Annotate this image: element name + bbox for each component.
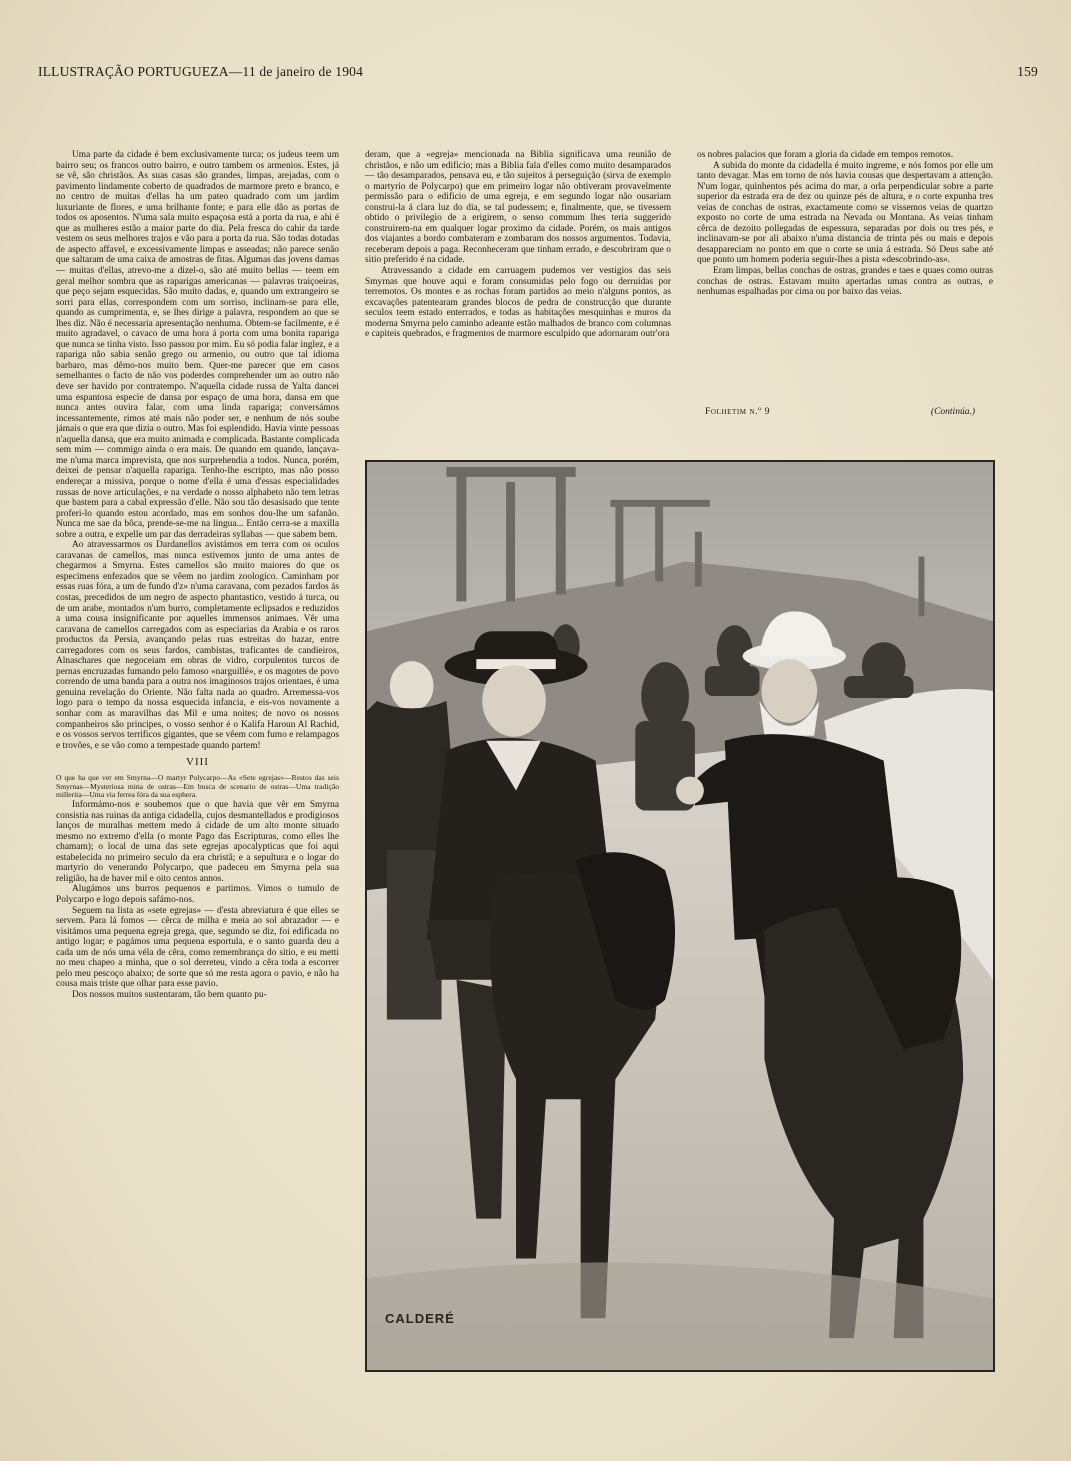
text-column-2	[365, 150, 671, 460]
paragraph: Ao atravessarmos os Dardanellos avistámos em terra com os oculos caravanas de camellos, mas nunca estivemos junto de uma antes de chegarmos a Smyrna. Estes camellos são muito maiores do que os especimens enfezados que se vêem no jardim zoologico. Caminham por essas ruas fóra, a um de fundo d'z» n'uma caravana, com pezados fardos ás costas, precedidos de um negro de aspecto phantastico, vestido á turca, ou de um arabe, montados n'um burro, completamente eclipsados e reduzidos a uma cousa insignificante por aquelles immensos animaes. Vêr uma caravana de camellos carregados com as especiarias da Arabia e os raros productos da Persia, avançando pelas ruas estreitas do bazar, entre carregadores com os seus fardos, cambistas, traficantes de candieiros, Alnaschares que negoceiam em obras de vidro, corpulentos turcos de pernas encruzadas fumando pelo famoso «narguillé», e os magotes de povo correndo de uma banda para a outra nos imaginosos trajos orientaes, é uma genuina revelação do Oriente. Não falta nada ao quadro. Arremessa-vos logo para o tempo da nossa esquecida infancia, e eis-vos novamente a sonhar com as maravilhas das Mil e uma noites; de novo os nossos companheiros são principes, o vosso senhor é o Kalifa Haroun Al Rachid, e os vossos servos terrificos gigantes, que se vêem com fumo e relampagos e trovões, e se vão como a tempestade quando partem!	[56, 540, 339, 751]
artist-signature: CALDERÉ	[385, 1311, 455, 1326]
publication-title: ILLUSTRAÇÃO PORTUGUEZA—11 de janeiro de 1904	[38, 64, 364, 79]
paragraph: Eram limpas, bellas conchas de ostras, grandes e taes e quaes como outras conchas de ostras. Estavam muito apertadas umas contra as outras, e nenhumas espalhadas por cima ou por baixo das veias.	[697, 266, 993, 298]
illustration-riders-on-donkeys	[365, 460, 995, 1372]
paragraph: Uma parte da cidade é bem exclusivamente turca; os judeus teem um bairro seu; os francos outro bairro, e outro tambem os armenios. Estes, já se vê, são christãos. As suas casas são grandes, limpas, arejadas, com o pavimento lindamente coberto de quadrados de marmore preto e branco, e no centro de muitas d'ellas ha um pateo quadrado com um jardim luxuriante de flores, e uma brilhante fonte; e para elle dão as portas de todos os aposentos. N'uma sala muito espaçosa está a porta da rua, e ahi é que as mulheres estão a maior parte do dia. Pela fresca do cahir da tarde vestem os seus melhores trajos e vão para a porta da rua. São todas dotadas de aspecto affavel, e excessivamente limpas e asseadas; não parece senão que saltaram de uma caixa de amostras de fitas. Algumas das jovens damas — muitas d'ellas, atrevo-me a dizel-o, são até muito bellas — teem em geral melhor sombra que as raparigas americanas — palavras traiçoeiras, que peço sejam esquecidas. São muito dadas, e, quando um extrangeiro se sorri para ellas, correspondem com um sorriso, inclinam-se para elle, quando as cumprimenta, e, se lhes dirige a palavra, respondem ao que se lhes diz. Não é necessaria apresentação nenhuma. Obtem-se facilmente, e é muito agradavel, o cavaco de uma hora á porta com uma bonita rapariga que nunca se tinha visto. Isso passou por mim. Eu só podia falar inglez, e a rapariga não sabia senão grego ou armenio, ou outro que tal idioma barbaro, mas dêmo-nos muito bem. Quer-me parecer que em casos semelhantes o facto de não vos poderdes comprehender um ao outro não deve ser havido por contratempo. N'aquella cidade russa de Yalta dancei uma espantosa especie de dansa por espaço de uma hora, dansa em que nunca antes ouvira falar, com uma linda rapariga; conversámos incessantemente, rimos até mais não poder ser, e nenhum de nós soube jámais o que era que dizia o outro. Mas foi esplendido. Havia vinte pessoas n'aquella dansa, que era muito animada e complicada. Bastante complicada sem mim — commigo ainda o era mais. De quando em quando, lançava-me n'uma marca imprevista, que nos surprehendia a todos. Nunca, porém, deixei de pensar n'aquella rapariga. Tenho-lhe escripto, mas não posso endereçar a missiva, porque o nome d'ella é uma d'essas especialidades russas de nove articulações, e na verdade o nosso alphabeto não tem letras que bastem para a cabal expressão d'elle. Não sou tão desasisado que tente proferi-lo quando estou acordado, mas em sonhos dou-lhe um safanão. Nunca me sae da bôca, prende-se-me na lingua... Então cerra-se a maxilla sobre a outra, e expelle um par das derradeiras syllabas — que sabem bem.	[56, 150, 339, 540]
text-column-3	[697, 150, 993, 400]
page-header	[38, 64, 1038, 84]
paragraph: deram, que a «egreja» mencionada na Biblia significava uma reunião de christãos, e não um edificio; mas a Biblia fala d'elles como muito desamparados — tão desamparados, pensava eu, e tão sujeitos á perseguição (sirva de exemplo o martyrio de Polycarpo) que em primeiro logar não obtiveram provavelmente permissão para o edificio de uma egreja, e em segundo logar não ousariam construi-la á clara luz do dia, se tal pudessem; e, finalmente, que, se tivessem obtido o privilegio de a erigirem, o senso commum lhes teria suggerido construirem-na em qualquer logar proximo da cidade. Porém, os mais antigos dos viajantes a bordo combateram e zombaram dos nossos argumentos. Todavia, receberam depois a paga. Reconheceram que tinham errado, e descobriram que o sitio preferido é na cidade.	[365, 150, 671, 266]
folhetim-line	[705, 407, 975, 421]
section-heading: VIII	[186, 756, 209, 769]
paragraph: Dos nossos muitos sustentaram, tão bem quanto pu-	[72, 989, 267, 1000]
paragraph: os nobres palacios que foram a gloria da cidade em tempos remotos.	[697, 150, 954, 160]
page-number: 159	[1017, 64, 1038, 79]
paragraph: Alugámos uns burros pequenos e partimos. Vimos o tumulo de Polycarpo e logo depois safámo-nos.	[56, 884, 339, 906]
illustration-drawing	[367, 462, 993, 1370]
paragraph: Seguem na lista as «sete egrejas» — d'esta abreviatura é que elles se servem. Para lá fomos — cêrca de milha e meia ao sol abrazador — e visitámos uma pequena egreja grega, que, segundo se diz, foi edificada no antigo logar; e pagámos uma pequena esportula, e o santo guarda deu a cada um de nós uma véla de cêra, como remembrança do sitio, e eu metti no meu chapeo a minha, que o sol derreteu, vindo a cêra toda a escorrer pelo meu pescoço abaixo; de sorte que só me resta agora o pavio, e não ha cousa mais triste que olhar para esse pavio.	[56, 905, 339, 990]
folhetim-number: Folhetim n.º 9	[705, 407, 771, 417]
section-summary: O que ha que ver em Smyrna—O martyr Polycarpo—As «Sete egrejas»—Restos das seis Smyrnas—Mysteriosa mina de ostras—Em busca de scenario de ostras—Uma tradição millerita—Uma via ferrea fóra da sua esphera.	[56, 772, 339, 800]
paragraph: A subida do monte da cidadella é muito ingreme, e nós fomos por elle um tanto devagar. Mas em torno de nós havia cousas que despertavam a attenção. N'um logar, quinhentos pés acima do mar, a orla perpendicular sobre a parte superior da estrada era de dez ou quinze pés de altura, e o corte expunha tres veias de conchas de ostras, exactamente como se vissemos veias de quartzo exposto no corte de uma estrada na Nevada ou Montana. As veias tinham cêrca de dezoito pollegadas de espessura, separadas por dois ou tres pés, e inclinavam-se por ali abaixo n'uma distancia de trinta pés ou mais e depois desappareciam no ponto em que o corte se unia á estrada. Só Deus sabe até que ponto um homem poderia seguir-lhes a pista «descobrindo-as».	[697, 160, 993, 266]
text-column-1	[56, 150, 339, 1395]
paragraph: Informámo-nos e soubemos que o que havia que vêr em Smyrna consistia nas ruinas da antiga cidadella, cujos desmantellados e prodigiosos lanços de muralhas mettem medo á cidade de um alto monte situado mesmo no extremo d'ella (o monte Pago das Escripturas, como elles lhe chamam); o local de uma das sete egrejas apocalypticas que foi aqui estabelecida no primeiro seculo da era christã; e a sepultura e o logar do martyrio do venerando Polycarpo, que padeceu em Smyrna pela sua religião, ha de haver mil e oito centos annos.	[56, 800, 339, 884]
paragraph: Atravessando a cidade em carruagem pudemos ver vestigios das seis Smyrnas que houve aqui e foram consumidas pelo fogo ou derruidas por terremotos. Os montes e as rochas foram partidos ao meio n'alguns pontos, as excavações patentearam grandes blocos de pedra de construcção que durante seculos teem estado enterrados, e todas as habitações mesquinhas e muros da moderna Smyrna pelo caminho adeante estão malhados de branco com columnas e capiteis quebrados, e fragmentos de marmore esculpido que adornaram outr'ora	[365, 266, 671, 340]
continua-note: (Continúa.)	[930, 407, 975, 417]
